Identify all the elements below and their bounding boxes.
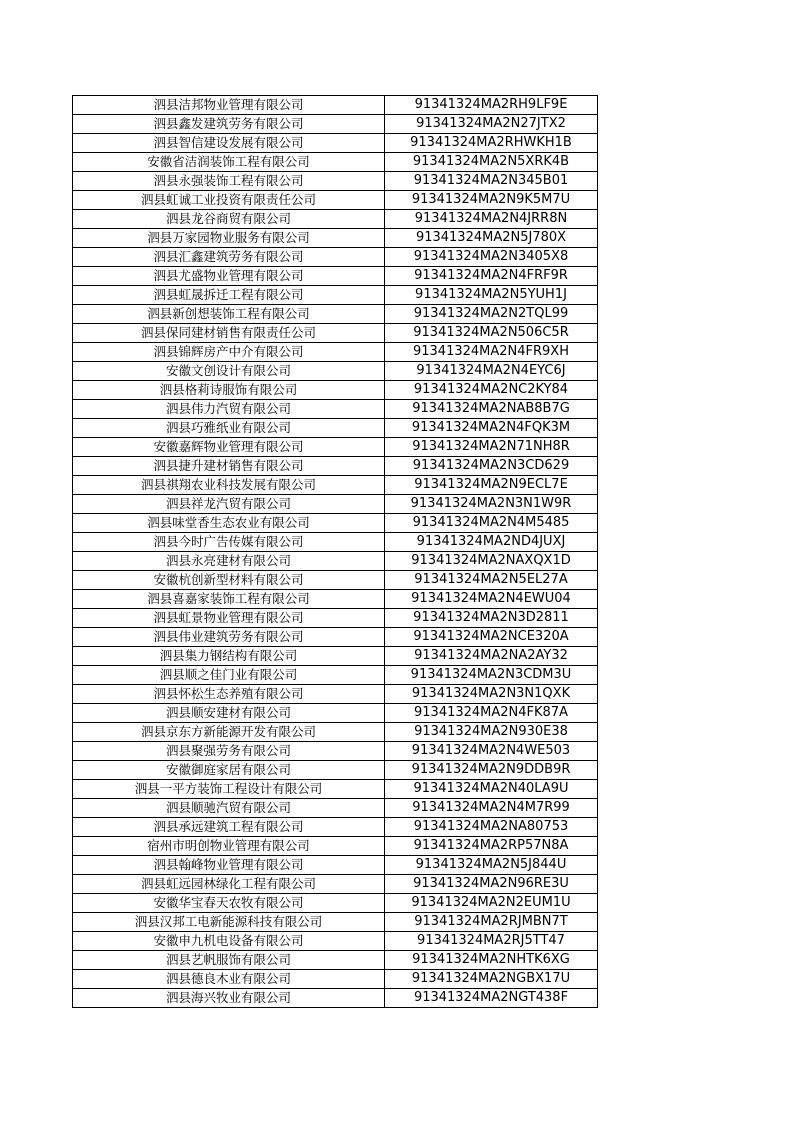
- credit-code-cell: 91341324MA2RH9LF9E: [385, 96, 598, 115]
- company-name-cell: 泗县保同建材销售有限责任公司: [73, 324, 385, 343]
- table-row: [73, 533, 598, 552]
- company-name-cell: 泗县海兴牧业有限公司: [73, 989, 385, 1008]
- credit-code-cell: 91341324MA2N4M5485: [385, 514, 598, 533]
- company-name-cell: 泗县怀松生态养殖有限公司: [73, 685, 385, 704]
- company-name-cell: 泗县捷升建材销售有限公司: [73, 457, 385, 476]
- table-row: [73, 894, 598, 913]
- credit-code-cell: 91341324MA2N71NH8R: [385, 438, 598, 457]
- credit-code-cell: 91341324MA2N4FK87A: [385, 704, 598, 723]
- company-name-cell: 泗县新创想装饰工程有限公司: [73, 305, 385, 324]
- credit-code-cell: 91341324MA2N2TQL99: [385, 305, 598, 324]
- table-row: [73, 970, 598, 989]
- credit-code-cell: 91341324MA2NGT438F: [385, 989, 598, 1008]
- table-row: [73, 324, 598, 343]
- company-name-cell: 泗县鑫发建筑劳务有限公司: [73, 115, 385, 134]
- table-row: [73, 267, 598, 286]
- credit-code-cell: 91341324MA2N4FR9XH: [385, 343, 598, 362]
- credit-code-cell: 91341324MA2N9ECL7E: [385, 476, 598, 495]
- company-name-cell: 安徽御庭家居有限公司: [73, 761, 385, 780]
- credit-code-cell: 91341324MA2NHTK6XG: [385, 951, 598, 970]
- credit-code-cell: 91341324MA2ND4JUXJ: [385, 533, 598, 552]
- table-row: [73, 153, 598, 172]
- credit-code-cell: 91341324MA2N4M7R99: [385, 799, 598, 818]
- credit-code-cell: 91341324MA2N506C5R: [385, 324, 598, 343]
- table-row: [73, 818, 598, 837]
- company-name-cell: 安徽文创设计有限公司: [73, 362, 385, 381]
- table-row: [73, 590, 598, 609]
- credit-code-cell: 91341324MA2NC2KY84: [385, 381, 598, 400]
- company-name-cell: 泗县巧雅纸业有限公司: [73, 419, 385, 438]
- company-name-cell: 泗县艺帆服饰有限公司: [73, 951, 385, 970]
- credit-code-cell: 91341324MA2N5YUH1J: [385, 286, 598, 305]
- table-row: [73, 571, 598, 590]
- table-row: [73, 875, 598, 894]
- credit-code-cell: 91341324MA2N3CDM3U: [385, 666, 598, 685]
- table-row: [73, 628, 598, 647]
- company-name-cell: 泗县顺驰汽贸有限公司: [73, 799, 385, 818]
- table-row: [73, 913, 598, 932]
- table-row: [73, 343, 598, 362]
- company-name-cell: 泗县一平方装饰工程设计有限公司: [73, 780, 385, 799]
- company-name-cell: 泗县伟力汽贸有限公司: [73, 400, 385, 419]
- credit-code-cell: 91341324MA2N40LA9U: [385, 780, 598, 799]
- credit-code-cell: 91341324MA2N5XRK4B: [385, 153, 598, 172]
- table-row: [73, 191, 598, 210]
- credit-code-cell: 91341324MA2NCE320A: [385, 628, 598, 647]
- table-row: [73, 666, 598, 685]
- company-name-cell: 泗县龙谷商贸有限公司: [73, 210, 385, 229]
- company-name-cell: 泗县汇鑫建筑劳务有限公司: [73, 248, 385, 267]
- credit-code-cell: 91341324MA2N9DDB9R: [385, 761, 598, 780]
- table-row: [73, 381, 598, 400]
- table-row: [73, 210, 598, 229]
- company-name-cell: 安徽华宝春天农牧有限公司: [73, 894, 385, 913]
- table-row: [73, 172, 598, 191]
- table-row: [73, 761, 598, 780]
- company-name-cell: 泗县顺之佳门业有限公司: [73, 666, 385, 685]
- table-row: [73, 438, 598, 457]
- credit-code-cell: 91341324MA2NAXQX1D: [385, 552, 598, 571]
- table-row: [73, 723, 598, 742]
- table-row: [73, 115, 598, 134]
- table-row: [73, 134, 598, 153]
- table-row: [73, 514, 598, 533]
- credit-code-cell: 91341324MA2N9K5M7U: [385, 191, 598, 210]
- credit-code-cell: 91341324MA2N96RE3U: [385, 875, 598, 894]
- company-table-body: [73, 96, 598, 1008]
- company-table: [72, 95, 598, 1008]
- credit-code-cell: 91341324MA2N3D2811: [385, 609, 598, 628]
- company-name-cell: 泗县伟业建筑劳务有限公司: [73, 628, 385, 647]
- company-name-cell: 泗县虹远园林绿化工程有限公司: [73, 875, 385, 894]
- company-name-cell: 宿州市明创物业管理有限公司: [73, 837, 385, 856]
- credit-code-cell: 91341324MA2NAB8B7G: [385, 400, 598, 419]
- company-name-cell: 泗县顺安建材有限公司: [73, 704, 385, 723]
- company-name-cell: 泗县格莉诗服饰有限公司: [73, 381, 385, 400]
- credit-code-cell: 91341324MA2N5EL27A: [385, 571, 598, 590]
- table-row: [73, 704, 598, 723]
- company-name-cell: 泗县喜嘉家装饰工程有限公司: [73, 590, 385, 609]
- credit-code-cell: 91341324MA2N3CD629: [385, 457, 598, 476]
- table-row: [73, 248, 598, 267]
- company-name-cell: 泗县味堂香生态农业有限公司: [73, 514, 385, 533]
- credit-code-cell: 91341324MA2N5J780X: [385, 229, 598, 248]
- company-name-cell: 安徽杭创新型材料有限公司: [73, 571, 385, 590]
- table-row: [73, 457, 598, 476]
- company-name-cell: 泗县德良木业有限公司: [73, 970, 385, 989]
- company-name-cell: 泗县洁邦物业管理有限公司: [73, 96, 385, 115]
- credit-code-cell: 91341324MA2RHWKH1B: [385, 134, 598, 153]
- credit-code-cell: 91341324MA2N930E38: [385, 723, 598, 742]
- company-name-cell: 泗县汉邦工电新能源科技有限公司: [73, 913, 385, 932]
- credit-code-cell: 91341324MA2N2EUM1U: [385, 894, 598, 913]
- company-name-cell: 泗县承远建筑工程有限公司: [73, 818, 385, 837]
- credit-code-cell: 91341324MA2N345B01: [385, 172, 598, 191]
- company-name-cell: 泗县虹诚工业投资有限责任公司: [73, 191, 385, 210]
- table-row: [73, 419, 598, 438]
- credit-code-cell: 91341324MA2RJ5TT47: [385, 932, 598, 951]
- company-name-cell: 泗县祥龙汽贸有限公司: [73, 495, 385, 514]
- credit-code-cell: 91341324MA2N3N1W9R: [385, 495, 598, 514]
- credit-code-cell: 91341324MA2NA2AY32: [385, 647, 598, 666]
- company-name-cell: 泗县尤盛物业管理有限公司: [73, 267, 385, 286]
- table-row: [73, 305, 598, 324]
- credit-code-cell: 91341324MA2N3405X8: [385, 248, 598, 267]
- company-name-cell: 泗县翰峰物业管理有限公司: [73, 856, 385, 875]
- credit-code-cell: 91341324MA2N4WE503: [385, 742, 598, 761]
- table-row: [73, 552, 598, 571]
- company-name-cell: 泗县祺翔农业科技发展有限公司: [73, 476, 385, 495]
- table-row: [73, 647, 598, 666]
- company-name-cell: 泗县锦辉房产中介有限公司: [73, 343, 385, 362]
- company-name-cell: 泗县京东方新能源开发有限公司: [73, 723, 385, 742]
- table-row: [73, 362, 598, 381]
- company-name-cell: 泗县万家园物业服务有限公司: [73, 229, 385, 248]
- company-name-cell: 泗县永强装饰工程有限公司: [73, 172, 385, 191]
- credit-code-cell: 91341324MA2RP57N8A: [385, 837, 598, 856]
- credit-code-cell: 91341324MA2NGBX17U: [385, 970, 598, 989]
- table-row: [73, 989, 598, 1008]
- company-name-cell: 泗县今时广告传媒有限公司: [73, 533, 385, 552]
- company-name-cell: 安徽申九机电设备有限公司: [73, 932, 385, 951]
- table-row: [73, 856, 598, 875]
- table-row: [73, 609, 598, 628]
- table-row: [73, 476, 598, 495]
- table-row: [73, 495, 598, 514]
- company-name-cell: 泗县虹景物业管理有限公司: [73, 609, 385, 628]
- table-row: [73, 96, 598, 115]
- table-row: [73, 799, 598, 818]
- credit-code-cell: 91341324MA2N5J844U: [385, 856, 598, 875]
- table-row: [73, 286, 598, 305]
- credit-code-cell: 91341324MA2NA80753: [385, 818, 598, 837]
- company-name-cell: 泗县集力钢结构有限公司: [73, 647, 385, 666]
- company-name-cell: 泗县虹晟拆迁工程有限公司: [73, 286, 385, 305]
- table-row: [73, 932, 598, 951]
- table-row: [73, 780, 598, 799]
- credit-code-cell: 91341324MA2N27JTX2: [385, 115, 598, 134]
- company-name-cell: 泗县永亮建材有限公司: [73, 552, 385, 571]
- table-row: [73, 837, 598, 856]
- credit-code-cell: 91341324MA2N4FQK3M: [385, 419, 598, 438]
- credit-code-cell: 91341324MA2N3N1QXK: [385, 685, 598, 704]
- credit-code-cell: 91341324MA2N4JRR8N: [385, 210, 598, 229]
- company-name-cell: 安徽省洁润装饰工程有限公司: [73, 153, 385, 172]
- credit-code-cell: 91341324MA2N4FRF9R: [385, 267, 598, 286]
- company-name-cell: 泗县智信建设发展有限公司: [73, 134, 385, 153]
- table-row: [73, 951, 598, 970]
- credit-code-cell: 91341324MA2N4EYC6J: [385, 362, 598, 381]
- table-row: [73, 685, 598, 704]
- table-row: [73, 742, 598, 761]
- company-name-cell: 安徽嘉辉物业管理有限公司: [73, 438, 385, 457]
- table-row: [73, 400, 598, 419]
- table-row: [73, 229, 598, 248]
- credit-code-cell: 91341324MA2RJMBN7T: [385, 913, 598, 932]
- credit-code-cell: 91341324MA2N4EWU04: [385, 590, 598, 609]
- company-name-cell: 泗县聚强劳务有限公司: [73, 742, 385, 761]
